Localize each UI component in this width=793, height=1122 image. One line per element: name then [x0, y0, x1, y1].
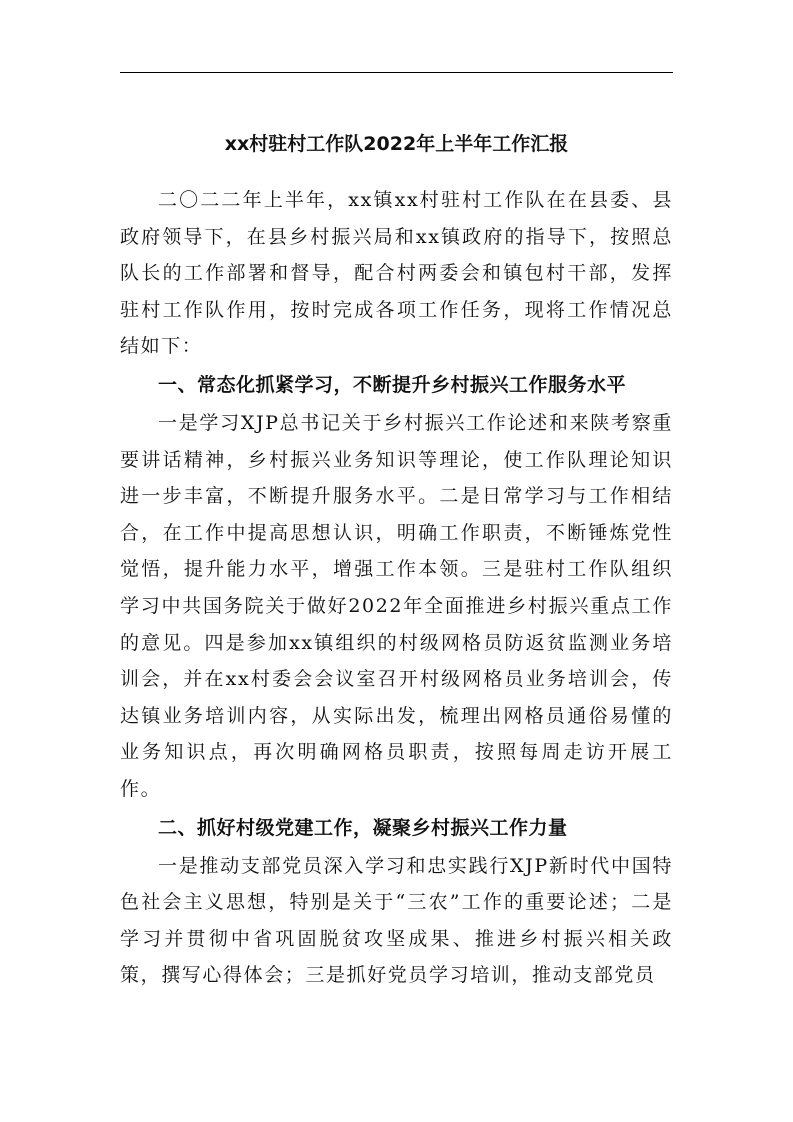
header-rule — [120, 72, 673, 73]
document-body — [120, 182, 673, 994]
document-title: xx村驻村工作队2022年上半年工作汇报 — [224, 133, 569, 155]
section-1-paragraph: 一是学习XJP总书记关于乡村振兴工作论述和来陕考察重要讲话精神，乡村振兴业务知识等理论，使工作队理论知识进一步丰富，不断提升服务水平。二是日常学习与工作相结合，在工作中提高思想认识，明确工作职责，不断锤炼党性觉悟，提升能力水平，增强工作本领。三是驻村工作队组织学习中共国务院关于做好2022年全面推进乡村振兴重点工作的意见。四是参加xx镇组织的村级网格员防返贫监测业务培训会，并在xx村委会会议室召开村级网格员业务培训会，传达镇业务培训内容，从实际出发，梳理出网格员通俗易懂的业务知识点，再次明确网格员职责，按照每周走访开展工作。 — [120, 411, 673, 800]
section-2-heading: 二、抓好村级党建工作，凝聚乡村振兴工作力量 — [158, 816, 568, 839]
intro-paragraph: 二〇二二年上半年，xx镇xx村驻村工作队在在县委、县政府领导下，在县乡村振兴局和xx镇政府的指导下，按照总队长的工作部署和督导，配合村两委会和镇包村干部，发挥驻村工作队作用，按时完成各项工作任务，现将工作情况总结如下： — [120, 189, 673, 358]
section-2-paragraph: 一是推动支部党员深入学习和忠实践行XJP新时代中国特色社会主义思想，特别是关于“三农”工作的重要论述；二是学习并贯彻中省巩固脱贫攻坚成果、推进乡村振兴相关政策，撰写心得体会；三是抓好党员学习培训，推动支部党员 — [120, 854, 673, 987]
section-1-heading: 一、常态化抓紧学习，不断提升乡村振兴工作服务水平 — [158, 373, 627, 396]
